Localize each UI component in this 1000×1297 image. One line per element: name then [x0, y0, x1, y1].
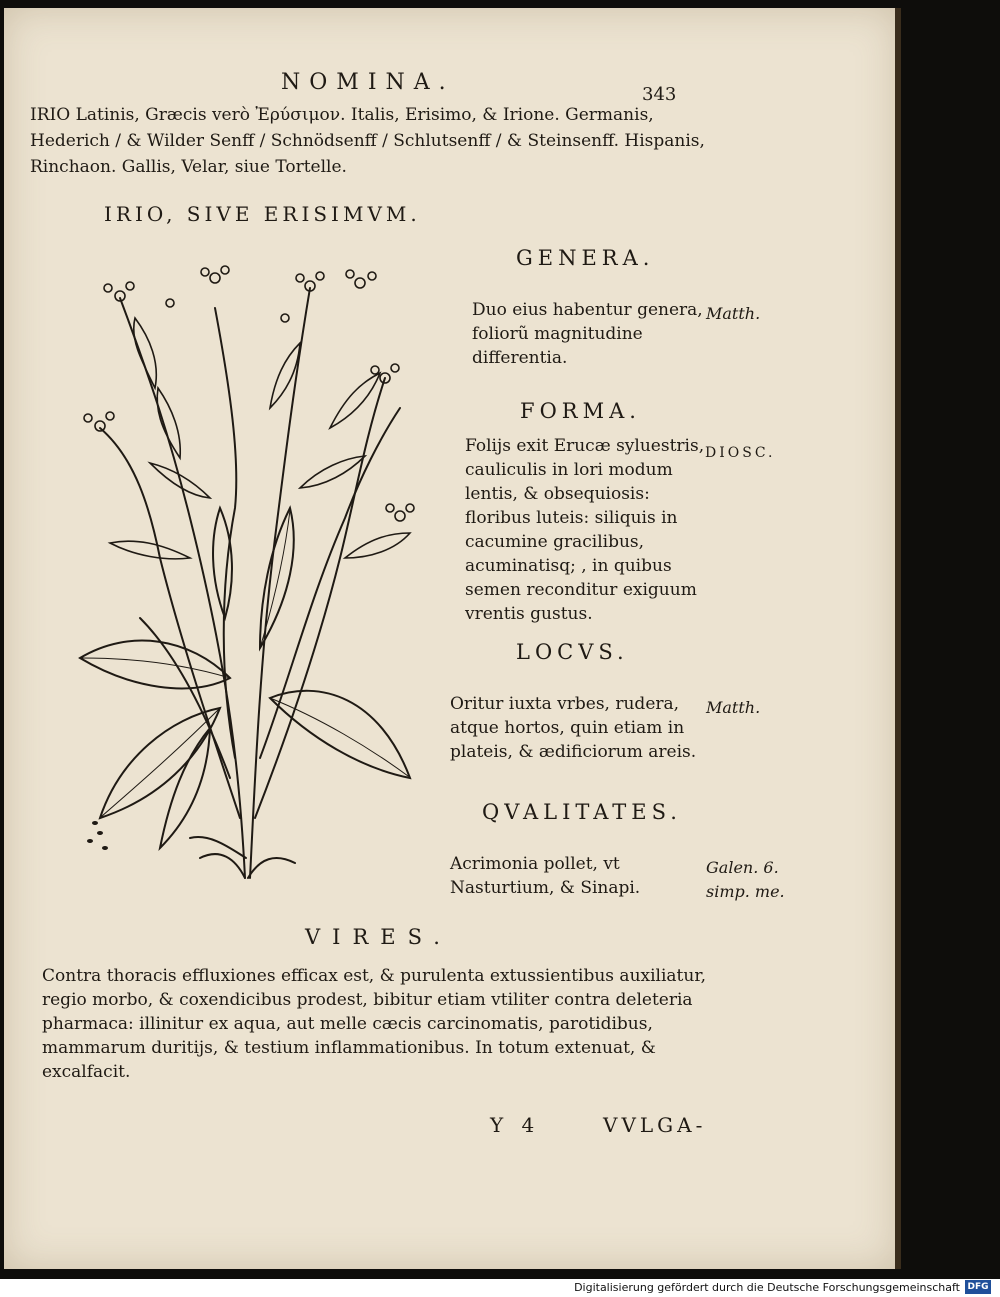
page-number: 343	[642, 84, 677, 105]
page-edge	[895, 8, 901, 1269]
plant-woodcut-illustration	[60, 258, 430, 888]
credit-text: Digitalisierung gefördert durch die Deutsche Forschungsgemeinschaft	[574, 1281, 960, 1294]
heading-locus: LOCVS.	[516, 640, 629, 664]
running-head: NOMINA.	[281, 70, 455, 95]
vernacular-names: IRIO Latinis, Græcis verò Ἐρύσιμον. Italis, Erisimo, & Irione. Germanis, Hederich / & Wilder Senff / Schnödsenff / Schlutsenff / & Steinsenff. Hispanis, Rinchaon. Gallis, Velar, siue Tortelle.	[30, 105, 705, 177]
text-vires: Contra thoracis effluxiones efficax est, & purulenta extussientibus auxiliatur, regio morbo, & coxendicibus prodest, bibitur etiam vtiliter contra deleteria pharmaca: illinitur ex aqua, aut melle cæcis carcinomatis, parotidibus, mammarum duritijs, & testium inflammationibus. In totum extenuat, & excalfacit.	[42, 966, 706, 1082]
heading-qualitates: QVALITATES.	[482, 800, 682, 824]
text-forma: Folijs exit Erucæ syluestris, cauliculis in lori modum lentis, & obsequiosis: floribus luteis: siliquis in cacumine gracilibus, acuminatisq; , in quibus semen reconditur exiguum vrentis gustus.	[465, 436, 705, 624]
catchword: VVLGA-	[603, 1113, 707, 1137]
heading-genera: GENERA.	[516, 246, 655, 270]
dfg-logo-icon: DFG	[965, 1280, 991, 1294]
signature-mark: Y 4	[490, 1113, 541, 1137]
margin-note-qualitates-2: simp. me.	[706, 882, 785, 901]
text-qualitates: Acrimonia pollet, vt Nasturtium, & Sinapi.	[450, 854, 641, 898]
text-genera: Duo eius habentur genera, foliorũ magnitudine differentia.	[472, 300, 703, 368]
margin-note-qualitates-1: Galen. 6.	[706, 858, 779, 877]
heading-vires: VIRES.	[305, 925, 452, 949]
text-locus: Oritur iuxta vrbes, rudera, atque hortos, quin etiam in plateis, & ædificiorum areis.	[450, 694, 697, 762]
margin-note-forma: DIOSC.	[705, 445, 776, 461]
margin-note-genera: Matth.	[706, 304, 761, 323]
illustration-title: IRIO, SIVE ERISIMVM.	[104, 202, 421, 226]
heading-forma: FORMA.	[520, 399, 641, 423]
margin-note-locus: Matth.	[706, 698, 761, 717]
